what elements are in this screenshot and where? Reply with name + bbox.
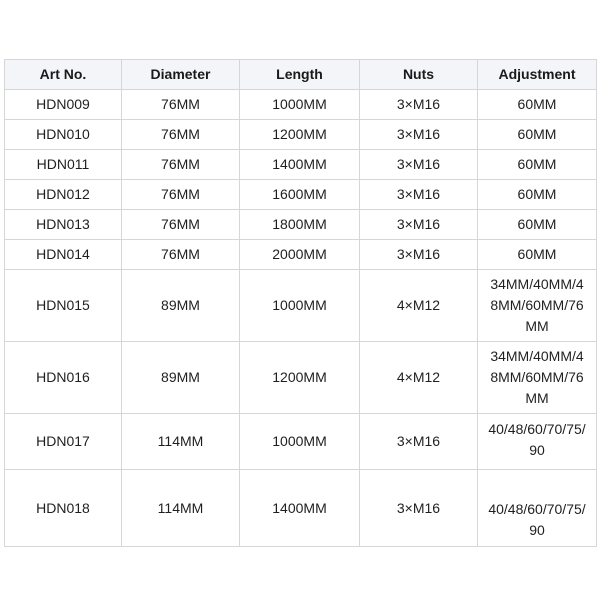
cell-art-no: HDN017 xyxy=(5,414,122,470)
spec-table-container xyxy=(4,59,596,547)
cell-diameter: 76MM xyxy=(122,210,240,240)
cell-adjustment: 60MM xyxy=(478,120,597,150)
cell-nuts: 3×M16 xyxy=(360,470,478,547)
table-header-row xyxy=(5,60,597,90)
table-row xyxy=(5,90,597,120)
cell-length: 1200MM xyxy=(240,342,360,414)
table-row xyxy=(5,240,597,270)
cell-length: 1200MM xyxy=(240,120,360,150)
cell-nuts: 3×M16 xyxy=(360,90,478,120)
cell-nuts: 3×M16 xyxy=(360,240,478,270)
cell-diameter: 76MM xyxy=(122,120,240,150)
cell-art-no: HDN009 xyxy=(5,90,122,120)
cell-diameter: 76MM xyxy=(122,180,240,210)
cell-diameter: 114MM xyxy=(122,470,240,547)
table-row xyxy=(5,180,597,210)
cell-nuts: 3×M16 xyxy=(360,180,478,210)
cell-adjustment: 40/48/60/70/75/90 xyxy=(478,470,597,547)
header-diameter: Diameter xyxy=(122,60,240,90)
header-adjustment: Adjustment xyxy=(478,60,597,90)
cell-length: 1000MM xyxy=(240,270,360,342)
cell-diameter: 89MM xyxy=(122,342,240,414)
cell-art-no: HDN012 xyxy=(5,180,122,210)
cell-adjustment: 34MM/40MM/48MM/60MM/76MM xyxy=(478,342,597,414)
cell-diameter: 76MM xyxy=(122,240,240,270)
cell-length: 2000MM xyxy=(240,240,360,270)
cell-adjustment: 60MM xyxy=(478,150,597,180)
cell-nuts: 4×M12 xyxy=(360,270,478,342)
cell-art-no: HDN018 xyxy=(5,470,122,547)
header-length: Length xyxy=(240,60,360,90)
cell-adjustment: 60MM xyxy=(478,90,597,120)
cell-art-no: HDN013 xyxy=(5,210,122,240)
cell-nuts: 3×M16 xyxy=(360,210,478,240)
cell-diameter: 89MM xyxy=(122,270,240,342)
table-row xyxy=(5,270,597,342)
table-row xyxy=(5,210,597,240)
cell-length: 1000MM xyxy=(240,414,360,470)
header-art-no: Art No. xyxy=(5,60,122,90)
header-nuts: Nuts xyxy=(360,60,478,90)
cell-length: 1000MM xyxy=(240,90,360,120)
cell-adjustment: 60MM xyxy=(478,240,597,270)
cell-nuts: 3×M16 xyxy=(360,150,478,180)
cell-nuts: 4×M12 xyxy=(360,342,478,414)
cell-nuts: 3×M16 xyxy=(360,414,478,470)
cell-diameter: 76MM xyxy=(122,90,240,120)
cell-art-no: HDN010 xyxy=(5,120,122,150)
cell-art-no: HDN016 xyxy=(5,342,122,414)
cell-length: 1400MM xyxy=(240,470,360,547)
cell-diameter: 114MM xyxy=(122,414,240,470)
cell-art-no: HDN014 xyxy=(5,240,122,270)
cell-art-no: HDN015 xyxy=(5,270,122,342)
cell-adjustment: 60MM xyxy=(478,210,597,240)
table-row xyxy=(5,120,597,150)
cell-art-no: HDN011 xyxy=(5,150,122,180)
cell-nuts: 3×M16 xyxy=(360,120,478,150)
table-row xyxy=(5,342,597,414)
cell-adjustment: 60MM xyxy=(478,180,597,210)
table-row xyxy=(5,150,597,180)
cell-adjustment: 40/48/60/70/75/90 xyxy=(478,414,597,470)
cell-diameter: 76MM xyxy=(122,150,240,180)
table-row xyxy=(5,414,597,470)
cell-adjustment: 34MM/40MM/48MM/60MM/76MM xyxy=(478,270,597,342)
cell-length: 1600MM xyxy=(240,180,360,210)
cell-length: 1800MM xyxy=(240,210,360,240)
spec-table xyxy=(4,59,597,547)
table-row xyxy=(5,470,597,547)
cell-length: 1400MM xyxy=(240,150,360,180)
